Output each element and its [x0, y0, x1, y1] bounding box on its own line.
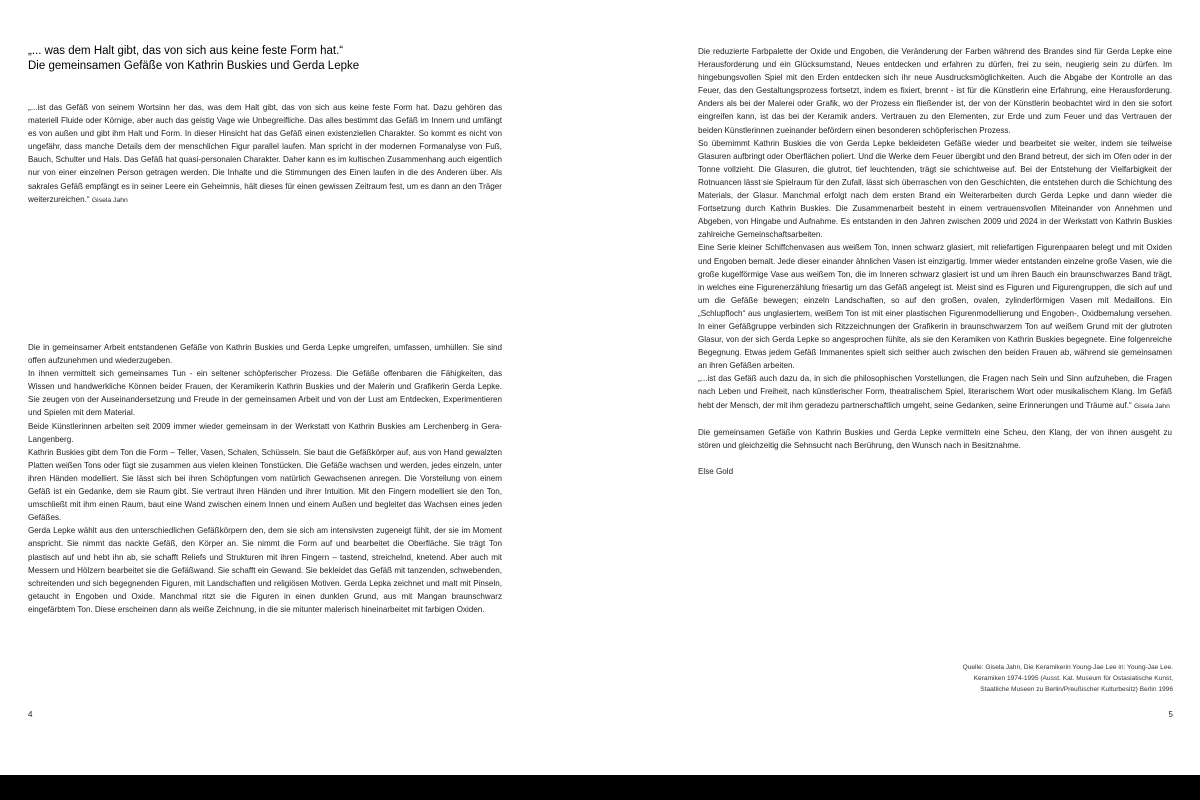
left-body-text [28, 341, 502, 616]
closing-quote [698, 372, 1172, 412]
bottom-black-bar [0, 775, 1200, 800]
paragraph: Die in gemeinsamer Arbeit entstandenen Gefäße von Kathrin Buskies und Gerda Lepke umgreifen, umfassen, umhüllen. Sie sind offen aufzunehmen und wiederzugeben. [28, 343, 502, 366]
spacer [698, 452, 1172, 465]
paragraph: Beide Künstlerinnen arbeiten seit 2009 immer wieder gemeinsam in der Werkstatt von Kathrin Buskies am Lerchenberg in Gera-Langenberg. [28, 421, 502, 444]
source-citation [873, 663, 1173, 695]
quote-text: „...ist das Gefäß auch dazu da, in sich die philosophischen Vorstellungen, die Fragen nach Sein und Sinn aufzuheben, die Fragen nach Leben und Freiheit, nach künstlerischer Form, theatralischem Spiel, literarischem Wort oder musikalischem Klang. Im Gefäß hebt der Mensch, der mit ihm geradezu partnerschaftlich umgeht, seine Gedanken, seine Erinnerungen und Träume auf.“ [698, 374, 1172, 410]
quote-signature: Gisela Jahn [1133, 402, 1170, 410]
article-title [28, 44, 568, 74]
page-number-left: 4 [28, 710, 33, 719]
quote-signature: Gisela Jahn [91, 196, 128, 204]
paragraph: In ihnen vermittelt sich gemeinsames Tun - ein seltener schöpferischer Prozess. Die Gefäße offenbaren die Fähigkeiten, das Wissen und handwerkliche Können beider Frauen, der Keramikerin Kathrin Buskies und der Malerin und Grafikerin Gerda Lepke. Sie zeugen von der Auseinandersetzung und Freude in der gemeinsamen Arbeit und von der Lust am Entdecken, Experimentieren und Spielen mit dem Material. [28, 369, 502, 418]
right-page [600, 0, 1200, 775]
source-line: Keramiken 1974-1995 (Ausst. Kat. Museum für Ostasiatische Kunst, [973, 674, 1173, 682]
page-number-right: 5 [1168, 710, 1173, 719]
source-line: Quelle: Gisela Jahn, Die Keramikerin Young-Jae Lee in: Young-Jae Lee. [962, 664, 1173, 671]
left-page [0, 0, 600, 775]
paragraph: Die reduzierte Farbpalette der Oxide und Engoben, die Veränderung der Farben während des Brandes sind für Gerda Lepke eine Herausforderung und ein Glücksumstand, Neues entdecken und erfahren zu dürfen, frei zu sein, neugierig sein zu dürfen. Im hingebungsvollen Spiel mit den Erden entdecken sich ihr neue Ausdrucksmöglichkeiten. Auch die Abgabe der Kontrolle an das Feuer, das den Gestaltungsprozess fortsetzt, indem es fixiert, brennt - ist für die Künstlerin eine Erfahrung, eine Herausforderung. Anders als bei der Malerei oder Grafik, wo der Prozess ein fließender ist, der von der Künstlerin beobachtet wird in den sie sofort eingreifen kann, ist das bei der Keramik anders. Vertrauen zu den Elementen, zur Erde und zum Feuer und das Vertrauen der beiden Künstlerinnen zueinander befördern einen besonderen schöpferischen Prozess. [698, 47, 1172, 135]
intro-quote [28, 101, 502, 207]
paragraph: So übernimmt Kathrin Buskies die von Gerda Lepke bekleideten Gefäße wieder und bearbeitet sie weiter, indem sie teilweise Glasuren aufbringt oder Oberflächen poliert. Und die Werke dem Feuer übergibt und den Brand betreut, der sich im Ofen oder in der Tonne vollzieht. Die Glasuren, die glutrot, tief leuchtenden, trägt sie schichtweise auf. Bei der Entstehung der Vielfarbigkeit der Rotnuancen lässt sie Spielraum für den Zufall, lässt sich überraschen von den Geschichten, die entstehen durch die Schichtung des Materials, der Glasur. Manchmal erfolgt nach dem ersten Brand ein Weiterarbeiten durch Gerda Lepke und dann wieder die Fortsetzung durch Kathrin Buskies. Die Zusammenarbeit besteht in einem vertrauensvollen Miteinander von Annehmen und Abgeben, von Hingabe und Aufnahme. Es entstanden in den Jahren zwischen 2009 und 2024 in der Werkstatt von Kathrin Buskies zahlreiche Gemeinschaftsarbeiten. [698, 138, 1172, 240]
quote-text: „...ist das Gefäß von seinem Wortsinn her das, was dem Halt gibt, das von sich aus keine feste Form hat. Dazu gehören das materiell Fluide oder Körnige, aber auch das geistig Vage wie Unbegreifliche. Das alles bestimmt das Gefäß im Innern und umfängt es von außen und gibt ihm Halt und Form. In dieser Hinsicht hat das Gefäß einen existenziellen Charakter. So kommt es nicht von ungefähr, dass manche Details dem der menschlichen Figur parallel laufen. Man spricht in der modernen Formanalyse von Fuß, Bauch, Schulter und Hals. Das Gefäß hat quasi-personalen Charakter. Daher kann es im kultischen Zusammenhang auch eigentlich nur von einer einzelnen Person getragen werden. Die Inhalte und die Stimmungen des Einen laufen in die des Anderen über. Als sakrales Gefäß empfängt es in seiner Leere ein Geheimnis, hält dieses für einen gewissen Zeitraum fest, um es dann an den Träger weiterzureichen.“ [28, 103, 502, 204]
title-line-2: Die gemeinsamen Gefäße von Kathrin Buskies und Gerda Lepke [28, 60, 360, 72]
title-line-1: „... was dem Halt gibt, das von sich aus keine feste Form hat.“ [28, 45, 344, 57]
spacer [698, 413, 1172, 426]
author-name: Else Gold [698, 466, 734, 476]
paragraph: Eine Serie kleiner Schiffchenvasen aus weißem Ton, innen schwarz glasiert, mit reliefartigen Figurenpaaren belegt und mit Oxiden und Engoben bemalt. Jede dieser einander ähnlichen Vasen ist einzigartig. Immer wieder entstanden einzelne große Vasen, wie die große kugelförmige Vase aus weißem Ton, die im Inneren schwarz glasiert ist und um ihren Bauch ein braunschwarzes Band trägt, in welches eine Figurenerzählung friesartig um das Gefäß angelegt ist. Meist sind es Figuren und Figurengruppen, die sich auf und um die Gefäße bewegen; einzeln Landschaften, so auf den großen, ovalen, zylinderförmigen Vasen mit Medaillons. Ein „Schlupfloch“ aus unglasiertem, weißem Ton ist mit einer plastischen Figurenmodellierung und Engoben-, Oxidbemalung versehen. In einer Gefäßgruppe verbinden sich Ritzzeichnungen der Grafikerin in braunschwarzem Ton auf weißem Grund mit der glutroten Glasur, von der sich Gerda Lepke so angesprochen fühlte, als sie den Keramiken von Kathrin Buskies begegnete. Eine folgenreiche Begegnung. Etwas jedem Gefäß Immanentes spielt sich seither auch zwischen den beiden Frauen ab, während sie gemeinsamen an ihren Gefäßen arbeiten. [698, 243, 1172, 371]
closing-paragraph: Die gemeinsamen Gefäße von Kathrin Buskies und Gerda Lepke vermitteln eine Scheu, den Klang, der von ihnen ausgeht zu stören und gleichzeitig die Sehnsucht nach Berührung, den Wunsch nach in Besitznahme. [698, 427, 1172, 450]
paragraph: Kathrin Buskies gibt dem Ton die Form – Teller, Vasen, Schalen, Schüsseln. Sie baut die Gefäßkörper auf, aus von Hand gewalzten Platten weißen Tons oder fügt sie zusammen aus vielen kleinen Tonstücken. Die Gefäße wachsen und werden, jedes einzeln, unter ihren Händen modelliert. Sie lässt sich bei ihren Schöpfungen vom natürlich Gewachsenen anregen. Die Vorstellung von einem Gefäß ist ein Gedanke, dem sie Raum gibt. Sie vertraut ihren Händen und ihrer Intuition. Mit den Fingern modelliert sie den Ton, umschließt mit ihm einen Raum, baut eine Wand zwischen einem Innen und einem Außen und begleitet das Wachsen eines jeden Gefäßes. [28, 447, 502, 523]
source-line: Staatliche Museen zu Berlin/Preußischer Kulturbesitz) Berlin 1996 [980, 685, 1173, 693]
paragraph: Gerda Lepke wählt aus den unterschiedlichen Gefäßkörpern den, dem sie sich am intensivsten zugeneigt fühlt, der sie im Moment anspricht. Sie nimmt das nackte Gefäß, den Körper an. Sie nimmt die Form auf und bearbeitet die Oberfläche. Sie trägt Ton plastisch auf und hebt ihn ab, sie schafft Reliefs und Strukturen mit ihren Fingern – tastend, streichelnd, knetend. Aber auch mit Messern und Hölzern bearbeitet sie die Gefäßwand. Sie schafft ein Gewand. Sie bekleidet das Gefäß mit tanzenden, schwebenden, schreitenden und sich begegnenden Figuren, mit Landschaften und religiösen Motiven. Gerda Lepka zeichnet und malt mit Pinseln, getaucht in Engoben und Oxide. Manchmal ritzt sie die Figuren in einen dunklen Grund, aus mit Mangan braunschwarz eingefärbtem Ton. Diese erscheinen dann als weiße Zeichnung, in die sie mitunter malerisch hineinarbeitet mit farbigen Oxiden. [28, 526, 502, 614]
right-body-text [698, 45, 1172, 478]
